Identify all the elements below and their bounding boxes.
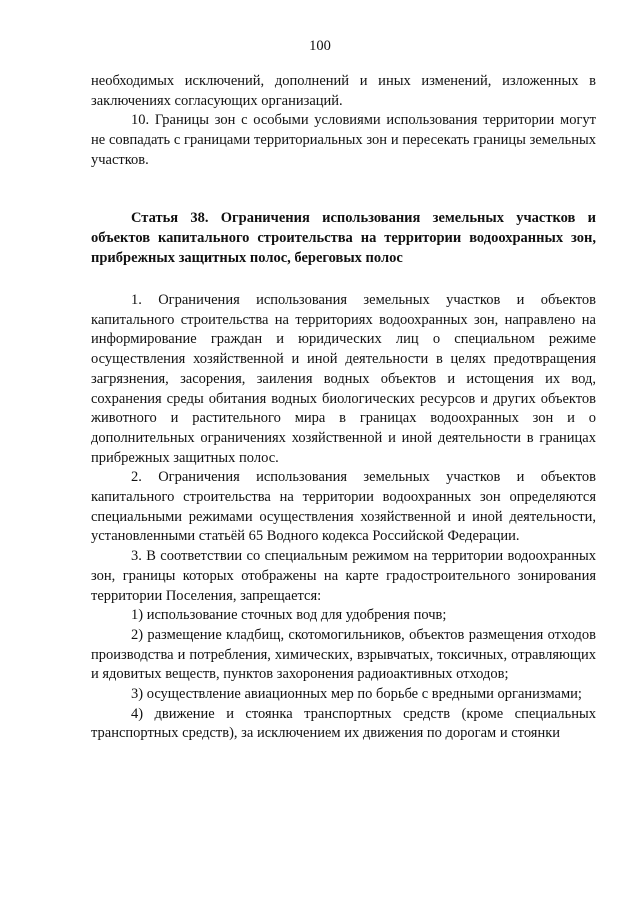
paragraph-1: 1. Ограничения использования земельных участков и объектов капитального строительства на территориях водоохранных зон, направлено на информирование граждан и юридических лиц о специальном режиме осуществления хозяйственной и иной деятельности в целях предотвращения загрязнения, засорения, заиления водных объектов и истощения их вод, сохранения среды обитания водных биологических ресурсов и других объектов животного и растительного мира в границах водоохранных зон и о дополнительных ограничениях хозяйственной и иной деятельности в границах прибрежных защитных полос. xyxy=(91,292,596,466)
list-item-1: 1) использование сточных вод для удобрения почв; xyxy=(131,607,447,624)
list-item-4: 4) движение и стоянка транспортных средств (кроме специальных транспортных средств), за исключением их движения по дорогам и стоянки xyxy=(91,705,596,742)
page-number: 100 xyxy=(309,38,331,54)
article-heading: Статья 38. Ограничения использования земельных участков и объектов капитального строительства на территории водоохранных зон, прибрежных защитных полос, береговых полос xyxy=(91,210,596,266)
list-item-2: 2) размещение кладбищ, скотомогильников, объектов размещения отходов производства и потребления, химических, взрывчатых, токсичных, отравляющих и ядовитых веществ, пунктов захоронения радиоактивных отходов; xyxy=(91,626,596,683)
article-heading-block xyxy=(91,208,596,268)
paragraph-3: 3. В соответствии со специальным режимом на территории водоохранных зон, границы которых отображены на карте градостроительного зонирования территории Поселения, запрещается: xyxy=(91,548,596,604)
paragraph-10: 10. Границы зон с особыми условиями использования территории могут не совпадать с границами территориальных зон и пересекать границы земельных участков. xyxy=(91,112,596,168)
continuation-text xyxy=(91,72,596,171)
article-body xyxy=(91,291,596,744)
list-item-3: 3) осуществление авиационных мер по борьбе с вредными организмами; xyxy=(131,686,582,703)
paragraph-2: 2. Ограничения использования земельных участков и объектов капитального строительства на территории водоохранных зон определяются специальными режимами осуществления хозяйственной и иной деятельности, установленными статьёй 65 Водного кодекса Российской Федерации. xyxy=(91,469,596,545)
paragraph-continuation: необходимых исключений, дополнений и иных изменений, изложенных в заключениях согласующих организаций. xyxy=(91,73,596,109)
